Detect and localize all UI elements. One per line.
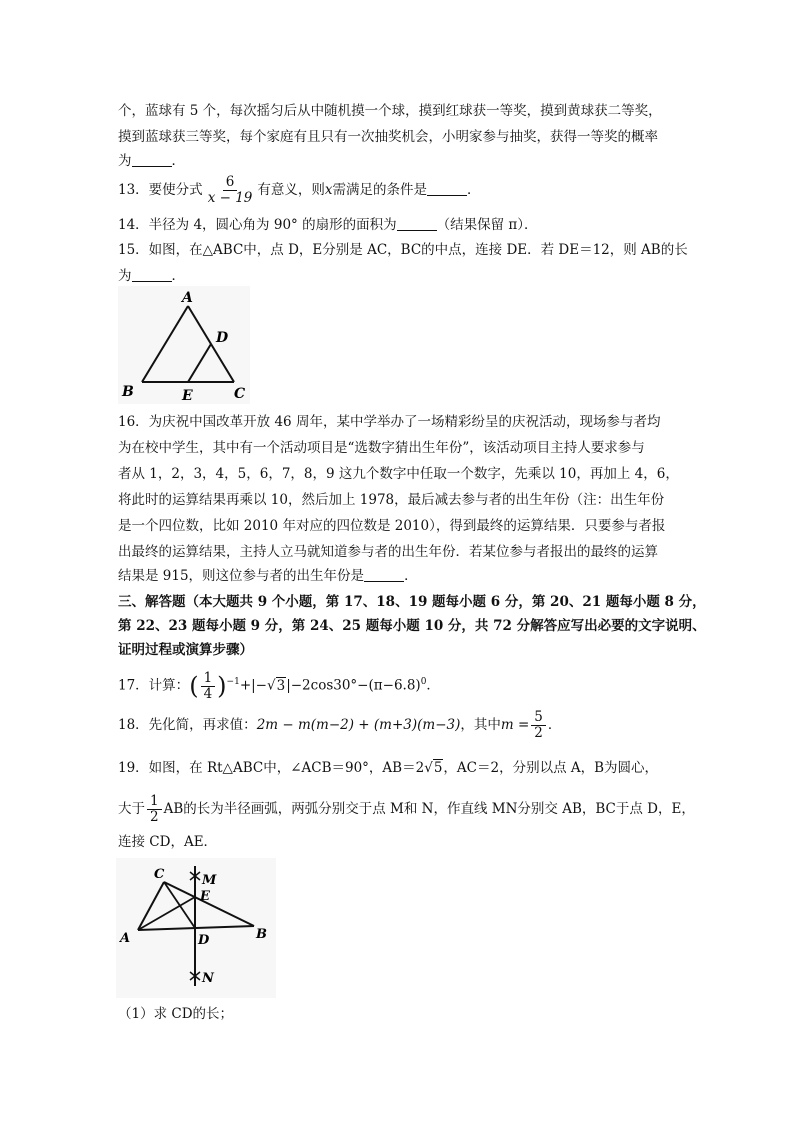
q18-end: ． bbox=[547, 717, 562, 733]
question-13 bbox=[118, 174, 481, 206]
q17-numerator: 1 bbox=[201, 671, 216, 687]
label-c: C bbox=[154, 867, 165, 882]
label-a: A bbox=[182, 290, 193, 306]
question-15-line-1: 15．如图，在△ABC中，点 D，E分别是 AC，BC的中点，连接 DE．若 DE＝12，则 AB的长 bbox=[118, 242, 688, 258]
answer-blank bbox=[364, 567, 404, 582]
label-b: B bbox=[256, 927, 267, 942]
section-3-line-1: 三、解答题（本大题共 9 个小题，第 17、18、19 题每小题 6 分，第 20、21 题每小题 8 分， bbox=[118, 594, 706, 610]
label-b: B bbox=[122, 384, 134, 400]
label-d: D bbox=[216, 330, 229, 346]
label-n: N bbox=[202, 971, 214, 986]
q19-fraction bbox=[147, 794, 162, 825]
q17-fraction bbox=[201, 671, 216, 702]
q18-fraction bbox=[531, 710, 546, 741]
q13-numerator: 6 bbox=[223, 175, 238, 191]
label-e: E bbox=[200, 889, 210, 904]
intro-line-2: 摸到蓝球获三等奖，每个家庭有且只有一次抽奖机会，小明家参与抽奖，获得一等奖的概率 bbox=[118, 129, 658, 145]
question-17: 17．计算：( $\frac{1}{4}$ )$^{-1}+|-√3|-2\cos 30^\circ-(\pi-6.8)^0$． bbox=[118, 669, 440, 702]
q15-text: 为 bbox=[118, 268, 132, 284]
q13-text-post: 需满足的条件是 bbox=[332, 182, 427, 198]
answer-blank bbox=[132, 267, 172, 282]
q17-exponent-2: 0 bbox=[420, 677, 427, 687]
intro-line-1: 个，蓝球有 5 个，每次摇匀后从中随机摸一个球，摸到红球获一等奖，摸到黄球获二等奖， bbox=[118, 103, 662, 119]
question-19-line-1: 19．如图，在 Rt△ABC中，∠ACB＝90°，AB＝2√5，AC＝2，分别以点 A，B为圆心， bbox=[118, 760, 659, 776]
q17-end: ． bbox=[426, 677, 440, 694]
q18-variable: m = bbox=[500, 717, 530, 733]
q13-variable: x bbox=[324, 182, 333, 198]
question-19-line-3: 连接 CD，AE． bbox=[118, 834, 218, 850]
question-18 bbox=[118, 708, 561, 742]
answer-blank bbox=[132, 152, 172, 167]
q19-text: 19．如图，在 Rt△ABC中，∠ACB＝90°，AB＝2 bbox=[118, 760, 425, 776]
label-m: M bbox=[202, 873, 217, 888]
question-15-line-2 bbox=[118, 266, 185, 286]
label-d: D bbox=[198, 933, 210, 948]
q17-open-paren: ( bbox=[189, 672, 199, 700]
q19-sqrt: 5 bbox=[433, 760, 443, 776]
q17-text-after: |−2cos30°−(π−6.8) bbox=[286, 677, 421, 694]
q18-expression: 2m − m(m−2) + (m+3)(m−3) bbox=[256, 717, 461, 733]
question-16-line-2: 为在校中学生，其中有一个活动项目是“选数字猜出生年份”，该活动项目主持人要求参与 bbox=[118, 440, 645, 456]
question-19-sub-1: （1）求 CD的长； bbox=[118, 1006, 234, 1022]
label-a: A bbox=[120, 931, 131, 946]
label-e: E bbox=[182, 388, 193, 404]
label-c: C bbox=[234, 386, 246, 402]
question-19-line-2 bbox=[118, 792, 695, 826]
question-14 bbox=[118, 215, 538, 235]
q14-text-post: （结果保留 π）． bbox=[436, 217, 538, 233]
q18-denominator: 2 bbox=[534, 725, 543, 741]
q17-exponent: −1 bbox=[226, 677, 240, 687]
q16-last-text: 结果是 915，则这位参与者的出生年份是 bbox=[118, 568, 365, 584]
q17-denominator: 4 bbox=[203, 685, 213, 702]
q18-numerator: 5 bbox=[531, 710, 546, 726]
q17-text-mid: +|− bbox=[239, 677, 267, 694]
q19-line-2-post: AB的长为半径画弧，两弧分别交于点 M和 N，作直线 MN分别交 AB，BC于点 D，E， bbox=[163, 801, 695, 817]
q19-numerator: 1 bbox=[147, 794, 162, 810]
triangle-figure bbox=[118, 286, 250, 404]
q19-text-post: ，AC＝2，分别以点 A，B为圆心， bbox=[443, 760, 659, 776]
q13-fraction bbox=[205, 175, 256, 206]
q17-close-paren: ) bbox=[217, 672, 227, 700]
q15-end: ． bbox=[171, 268, 185, 284]
answer-blank bbox=[397, 216, 437, 231]
q13-text: 13．要使分式 bbox=[118, 182, 203, 198]
q16-end: ． bbox=[404, 568, 418, 584]
q19-denominator: 2 bbox=[150, 809, 159, 825]
intro-line-3-text: 为 bbox=[118, 153, 132, 169]
question-16-line-7 bbox=[118, 566, 418, 586]
question-16-line-3: 者从 1，2，3，4，5，6，7，8，9 这九个数字中任取一个数字，先乘以 10，再加上 4，6， bbox=[118, 466, 679, 482]
q13-text-mid: 有意义，则 bbox=[257, 182, 325, 198]
q18-text: 18．先化简，再求值： bbox=[118, 717, 257, 733]
q17-text: 17．计算： bbox=[118, 677, 190, 694]
q14-text: 14．半径为 4，圆心角为 90° 的扇形的面积为 bbox=[118, 217, 397, 233]
right-triangle-figure bbox=[116, 858, 276, 998]
section-3-line-2: 第 22、23 题每小题 9 分，第 24、25 题每小题 10 分，共 72 分解答应写出必要的文字说明、 bbox=[118, 618, 706, 634]
question-16-line-1: 16．为庆祝中国改革开放 46 周年，某中学举办了一场精彩纷呈的庆祝活动，现场参与者均 bbox=[118, 414, 661, 430]
q19-line-2-pre: 大于 bbox=[118, 801, 145, 817]
answer-blank bbox=[427, 181, 467, 196]
q13-denominator: x − 19 bbox=[207, 190, 253, 206]
question-16-line-4: 将此时的运算结果再乘以 10，然后加上 1978，最后减去参与者的出生年份（注：出生年份 bbox=[118, 492, 665, 508]
q17-sqrt: 3 bbox=[276, 677, 286, 694]
intro-line-3-end: ． bbox=[171, 153, 185, 169]
q13-end: ． bbox=[467, 182, 481, 198]
question-16-line-5: 是一个四位数，比如 2010 年对应的四位数是 2010），得到最终的运算结果．只要参与者报 bbox=[118, 518, 666, 534]
section-3-line-3: 证明过程或演算步骤） bbox=[118, 642, 253, 658]
question-16-line-6: 出最终的运算结果，主持人立马就知道参与者的出生年份．若某位参与者报出的最终的运算 bbox=[118, 544, 658, 560]
intro-line-3 bbox=[118, 151, 185, 171]
q18-text-mid: ，其中 bbox=[460, 717, 501, 733]
